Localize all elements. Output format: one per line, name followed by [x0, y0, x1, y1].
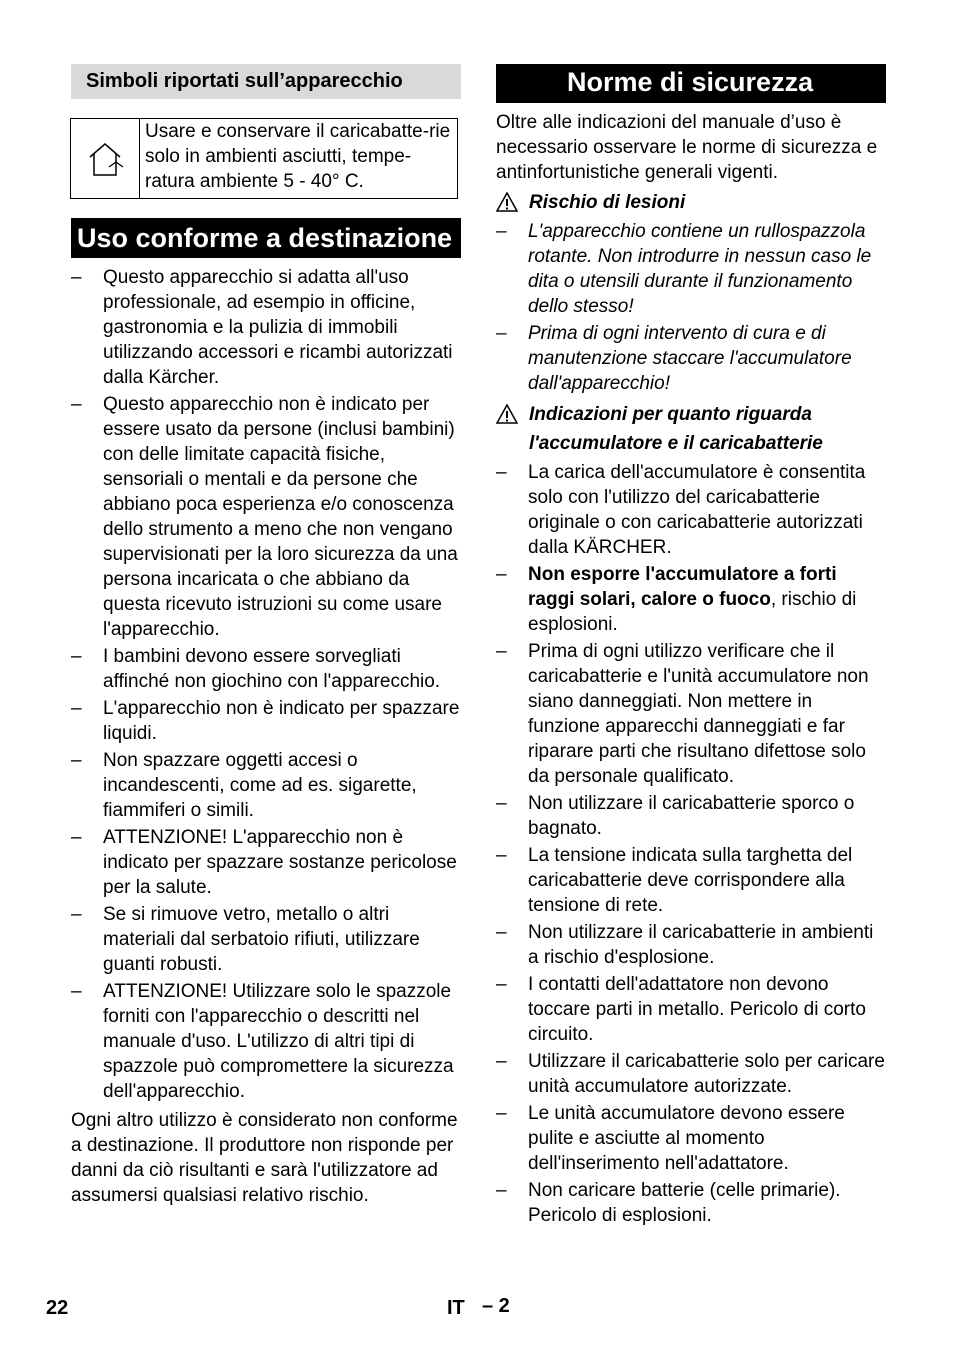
list-item — [496, 1101, 886, 1176]
injury-list — [496, 219, 886, 398]
list-item: – L'apparecchio contiene un rullospazzola rotante. Non introdurre in nessun caso le dita o utensili durante il funzionamento dello stesso! — [496, 219, 886, 319]
list-item: – Questo apparecchio si adatta all'uso professionale, ad esempio in officine, gastronomia e la pulizia di immobili utilizzando accessori e ricambi autorizzati dalla Kärcher. — [71, 265, 461, 390]
symbol-cell — [71, 119, 140, 198]
list-item: – ATTENZIONE! L'apparecchio non è indicato per spazzare sostanze pericolose per la salute. — [71, 825, 461, 900]
battery-heading-text: Indicazioni per quanto riguarda l'accumulatore e il caricabatterie — [529, 404, 823, 454]
list-item: – Non spazzare oggetti accesi o incandescenti, come ad es. sigarette, fiammiferi o simili. — [71, 748, 461, 823]
list-item: – I bambini devono essere sorvegliati affinché non giochino con l'apparecchio. — [71, 644, 461, 694]
warning-icon — [496, 192, 518, 212]
item-text: Prima di ogni utilizzo verificare che il caricabatterie e l'unità accumulatore non siano danneggiati. Non mettere in funzione apparecchi danneggiati e far riparare parti che risultano difettose solo da personale qualificato. — [528, 641, 869, 787]
intended-use-list — [71, 265, 461, 1106]
list-item — [496, 843, 886, 918]
list-item: – ATTENZIONE! Utilizzare solo le spazzole forniti con l'apparecchio o descritti nel manuale d'uso. L'utilizzo di altri tipi di spazzole può compromettere la sicurezza dell'apparecchio. — [71, 979, 461, 1104]
section-page: – 2 — [482, 1295, 510, 1317]
list-item — [496, 562, 886, 637]
list-item — [496, 460, 886, 560]
item-text: Non utilizzare il caricabatterie sporco o bagnato. — [528, 793, 855, 839]
safety-title: Norme di sicurezza — [496, 64, 886, 103]
list-item — [496, 1178, 886, 1228]
list-item: – Se si rimuove vetro, metallo o altri materiali dal serbatoio rifiuti, utilizzare guanti robusti. — [71, 902, 461, 977]
symbol-table — [70, 118, 458, 199]
list-item — [496, 920, 886, 970]
item-text: La tensione indicata sulla targhetta del caricabatterie deve corrispondere alla tensione di rete. — [528, 845, 853, 916]
item-text-after: , rischio di esplosioni. — [528, 589, 857, 635]
list-item — [496, 639, 886, 789]
list-item — [496, 972, 886, 1047]
language-code: IT — [447, 1297, 465, 1319]
injury-heading-text: Rischio di lesioni — [529, 192, 686, 213]
injury-warning-heading — [496, 188, 886, 217]
safety-intro: Oltre alle indicazioni del manuale d’uso è necessario osservare le norme di sicurezza e antinfortunistiche generali vigenti. — [496, 112, 878, 183]
item-bold-text: Non esporre l'accumulatore a forti raggi solari, calore o fuoco — [528, 564, 837, 610]
item-text: Le unità accumulatore devono essere pulite e asciutte al momento dell'inserimento nell'adattatore. — [528, 1103, 845, 1174]
intended-use-closing: Ogni altro utilizzo è considerato non conforme a destinazione. Il produttore non risponde per danni da ciò risultanti e sarà l'utilizzatore ad assumersi qualsiasi relativo rischio. — [71, 1110, 458, 1206]
list-item: – L'apparecchio non è indicato per spazzare liquidi. — [71, 696, 461, 746]
intended-use-title: Uso conforme a destinazione — [71, 218, 461, 258]
item-text: Utilizzare il caricabatterie solo per caricare unità accumulatore autorizzate. — [528, 1051, 885, 1097]
list-item — [496, 1049, 886, 1099]
warning-icon — [496, 404, 518, 424]
list-item — [496, 791, 886, 841]
symbols-section-title: Simboli riportati sull’apparecchio — [71, 64, 461, 99]
item-text: I contatti dell'adattatore non devono toccare parti in metallo. Pericolo di corto circuito. — [528, 974, 866, 1045]
list-item: – Prima di ogni intervento di cura e di manutenzione staccare l'accumulatore dall'apparecchio! — [496, 321, 886, 396]
item-text: La carica dell'accumulatore è consentita solo con l'utilizzo del caricabatterie originale o con caricabatterie autorizzati dalla KÄRCHER. — [528, 462, 866, 558]
item-text: Non caricare batterie (celle primarie). Pericolo di esplosioni. — [528, 1180, 841, 1226]
battery-list — [496, 460, 886, 1230]
battery-warning-heading — [496, 400, 886, 458]
house-icon — [87, 140, 123, 178]
symbol-description: Usare e conservare il caricabatte-rie solo in ambienti asciutti, tempe-ratura ambiente 5 - 40° C. — [145, 121, 451, 192]
page-number: 22 — [46, 1297, 69, 1319]
item-text: Non utilizzare il caricabatterie in ambienti a rischio d'esplosione. — [528, 922, 874, 968]
list-item: – Questo apparecchio non è indicato per essere usato da persone (inclusi bambini) con delle limitate capacità fisiche, sensoriali o mentali e da persone che abbiano poca esperienza e/o conoscenza dello strumento a meno che non vengano supervisionati per la loro sicurezza da una persona incaricata o che abbiano da questa ricevuto istruzioni su come usare l'apparecchio. — [71, 392, 461, 642]
